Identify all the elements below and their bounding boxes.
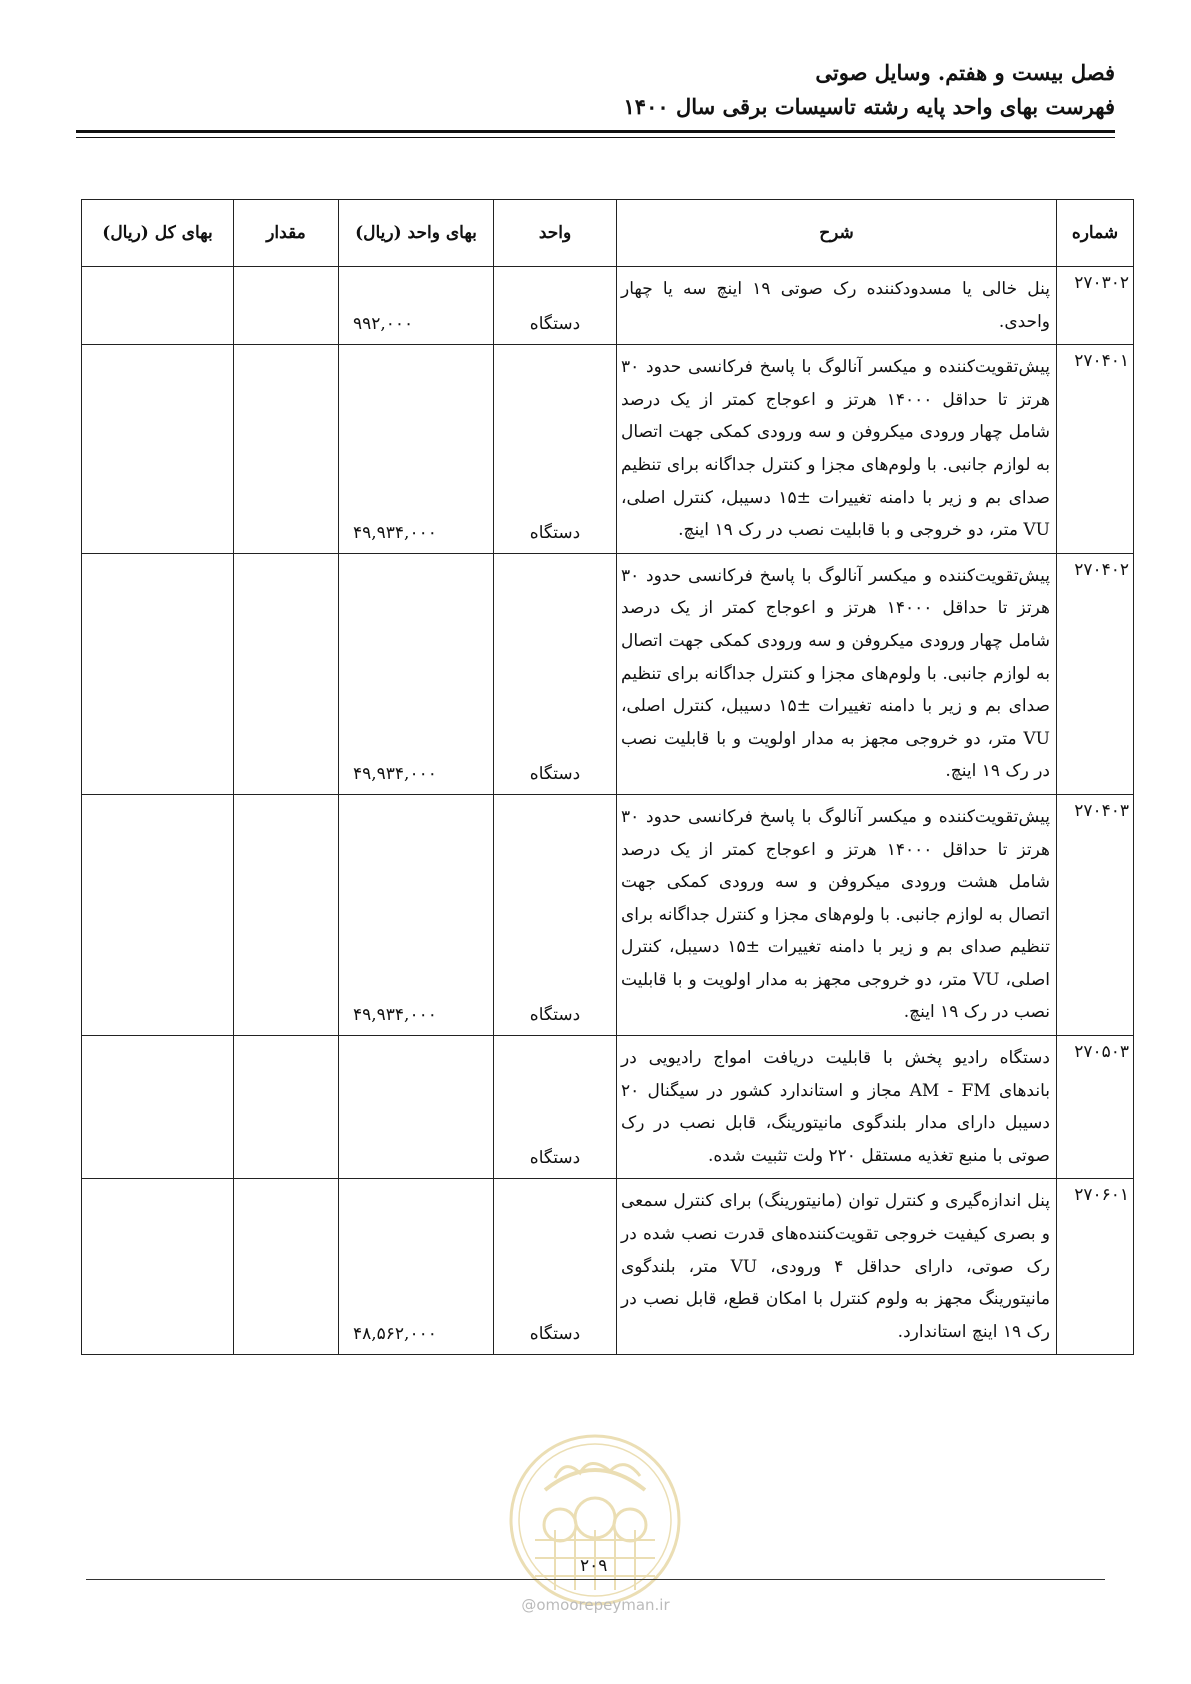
row-code: ۲۷۰۴۰۱ — [1057, 345, 1134, 554]
page-header — [624, 56, 1115, 124]
header-rule-thick — [76, 130, 1115, 133]
row-quantity — [234, 345, 339, 554]
footer-website: @omoorepeyman.ir — [521, 1596, 670, 1614]
row-description: پنل اندازه‌گیری و کنترل توان (مانیتورینگ) برای کنترل سمعی و بصری کیفیت خروجی تقویت‌کننده‌های قدرت نصب شده در رک صوتی، دارای حداقل ۴ ورودی، VU متر، بلندگوی مانیتورینگ مجهز به ولوم کنترل با امکان قطع، قابل نصب در رک ۱۹ اینچ استاندارد. — [617, 1179, 1057, 1355]
row-quantity — [234, 1179, 339, 1355]
row-code: ۲۷۰۳۰۲ — [1057, 267, 1134, 345]
row-total — [82, 1036, 234, 1179]
row-total — [82, 553, 234, 794]
row-description: پیش‌تقویت‌کننده و میکسر آنالوگ با پاسخ فرکانسی حدود ۳۰ هرتز تا حداقل ۱۴۰۰۰ هرتز و اعوجاج کمتر از یک درصد شامل چهار ورودی میکروفن و سه ورودی کمکی جهت اتصال به لوازم جانبی. با ولوم‌های مجزا و کنترل جداگانه برای تنظیم صدای بم و زیر با دامنه تغییرات ±۱۵ دسیبل، کنترل اصلی، VU متر، دو خروجی و با قابلیت نصب در رک ۱۹ اینچ. — [617, 345, 1057, 554]
row-total — [82, 794, 234, 1035]
row-description: دستگاه رادیو پخش با قابلیت دریافت امواج رادیویی در باندهای AM - FM مجاز و استاندارد کشور در سیگنال ۲۰ دسیبل دارای مدار بلندگوی مانیتورینگ، قابل نصب در رک صوتی با منبع تغذیه مستقل ۲۲۰ ولت تثبیت شده. — [617, 1036, 1057, 1179]
header-rule-thin — [76, 137, 1115, 138]
row-unit: دستگاه — [494, 794, 617, 1035]
row-unit-price — [339, 1036, 494, 1179]
row-unit: دستگاه — [494, 267, 617, 345]
table-row — [82, 553, 1134, 794]
row-unit: دستگاه — [494, 1036, 617, 1179]
row-description: پنل خالی یا مسدودکننده رک صوتی ۱۹ اینچ سه یا چهار واحدی. — [617, 267, 1057, 345]
row-total — [82, 1179, 234, 1355]
row-unit-price: ۴۸,۵۶۲,۰۰۰ — [339, 1179, 494, 1355]
page-number: ۲۰۹ — [580, 1556, 608, 1576]
header-quantity: مقدار — [234, 200, 339, 267]
row-quantity — [234, 267, 339, 345]
header-code: شماره — [1057, 200, 1134, 267]
document-title: فهرست بهای واحد پایه رشته تاسیسات برقی سال ۱۴۰۰ — [623, 94, 1115, 119]
row-unit-price: ۴۹,۹۳۴,۰۰۰ — [339, 345, 494, 554]
row-total — [82, 345, 234, 554]
row-description: پیش‌تقویت‌کننده و میکسر آنالوگ با پاسخ فرکانسی حدود ۳۰ هرتز تا حداقل ۱۴۰۰۰ هرتز و اعوجاج کمتر از یک درصد شامل چهار ورودی میکروفن و سه ورودی کمکی جهت اتصال به لوازم جانبی. با ولوم‌های مجزا و کنترل جداگانه برای تنظیم صدای بم و زیر با دامنه تغییرات ±۱۵ دسیبل، کنترل اصلی، VU متر، دو خروجی مجهز به مدار اولویت و با قابلیت نصب در رک ۱۹ اینچ. — [617, 553, 1057, 794]
chapter-title: فصل بیست و هفتم. وسایل صوتی — [815, 60, 1115, 85]
table-header-row — [82, 200, 1134, 267]
row-code: ۲۷۰۶۰۱ — [1057, 1179, 1134, 1355]
omoor-peyman-watermark-logo — [505, 1430, 685, 1610]
row-unit: دستگاه — [494, 1179, 617, 1355]
footer-rule — [86, 1579, 1105, 1580]
header-unit-price: بهای واحد (ریال) — [339, 200, 494, 267]
row-unit-price: ۴۹,۹۳۴,۰۰۰ — [339, 794, 494, 1035]
table-row — [82, 794, 1134, 1035]
table-row — [82, 345, 1134, 554]
row-quantity — [234, 1036, 339, 1179]
header-description: شرح — [617, 200, 1057, 267]
row-total — [82, 267, 234, 345]
row-code: ۲۷۰۴۰۳ — [1057, 794, 1134, 1035]
table-row — [82, 267, 1134, 345]
price-table — [81, 199, 1134, 1355]
row-unit: دستگاه — [494, 553, 617, 794]
table-row — [82, 1179, 1134, 1355]
row-unit-price: ۹۹۲,۰۰۰ — [339, 267, 494, 345]
row-quantity — [234, 553, 339, 794]
row-description: پیش‌تقویت‌کننده و میکسر آنالوگ با پاسخ فرکانسی حدود ۳۰ هرتز تا حداقل ۱۴۰۰۰ هرتز و اعوجاج کمتر از یک درصد شامل هشت ورودی میکروفن و سه ورودی کمکی جهت اتصال به لوازم جانبی. با ولوم‌های مجزا و کنترل جداگانه برای تنظیم صدای بم و زیر با دامنه تغییرات ±۱۵ دسیبل، کنترل اصلی، VU متر، دو خروجی مجهز به مدار اولویت و با قابلیت نصب در رک ۱۹ اینچ. — [617, 794, 1057, 1035]
row-unit-price: ۴۹,۹۳۴,۰۰۰ — [339, 553, 494, 794]
table-row — [82, 1036, 1134, 1179]
header-unit: واحد — [494, 200, 617, 267]
row-code: ۲۷۰۵۰۳ — [1057, 1036, 1134, 1179]
header-total-price: بهای کل (ریال) — [82, 200, 234, 267]
row-quantity — [234, 794, 339, 1035]
row-unit: دستگاه — [494, 345, 617, 554]
row-code: ۲۷۰۴۰۲ — [1057, 553, 1134, 794]
